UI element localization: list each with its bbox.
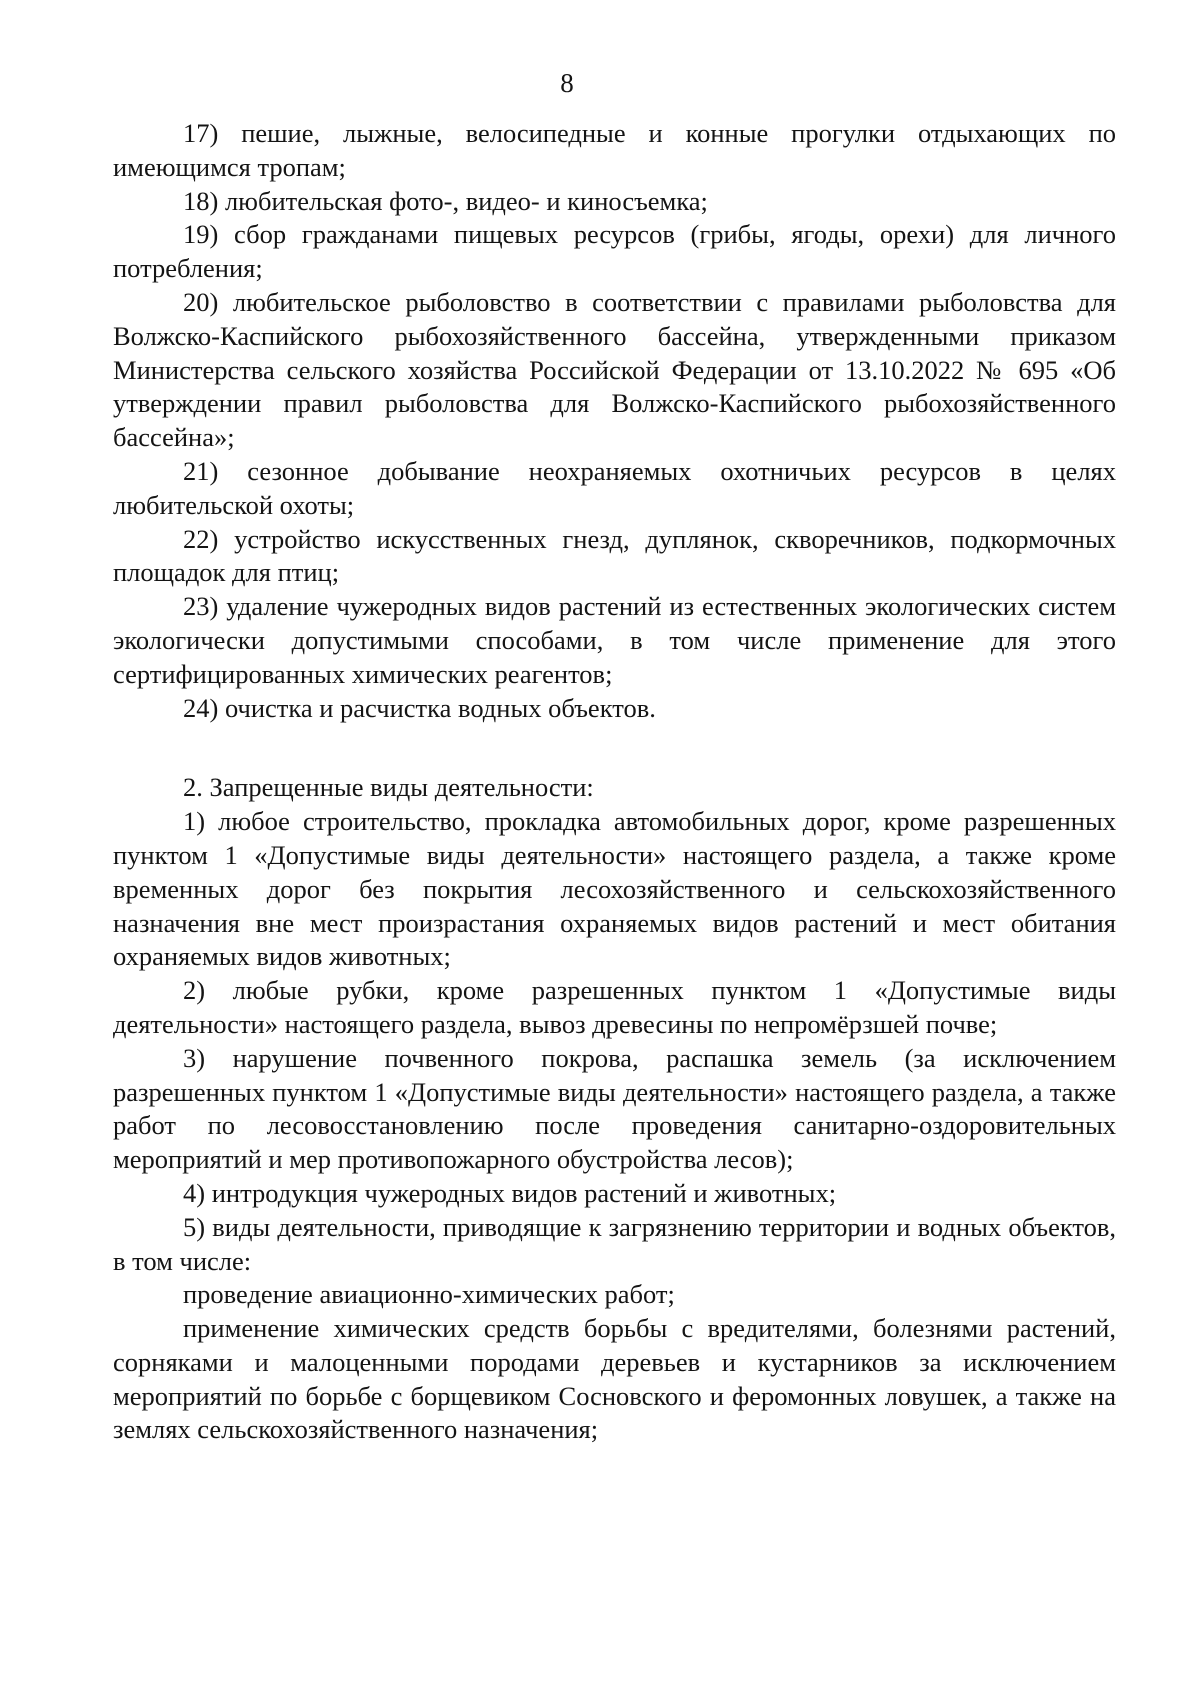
list-item-21: 21) сезонное добывание неохраняемых охотничьих ресурсов в целях любительской охоты; <box>113 455 1116 520</box>
section-heading: 2. Запрещенные виды деятельности: <box>183 772 594 803</box>
prohibited-item-5: 5) виды деятельности, приводящие к загрязнению территории и водных объектов, в том числе: <box>113 1211 1116 1276</box>
prohibited-item-4: 4) интродукция чужеродных видов растений и животных; <box>183 1177 837 1208</box>
list-item-20: 20) любительское рыболовство в соответствии с правилами рыболовства для Волжско-Каспийского рыбохозяйственного бассейна, утвержденными приказом Министерства сельского хозяйства Российской Федерации от 13.10.2022 № 695 «Об утверждении правил рыболовства для Волжско-Каспийского рыбохозяйственного бассейна»; <box>113 286 1116 453</box>
prohibited-item-1: 1) любое строительство, прокладка автомобильных дорог, кроме разрешенных пунктом 1 «Допустимые виды деятельности» настоящего раздела, а также кроме временных дорог без покрытия лесохозяйственного и сельскохозяйственного назначения вне мест произрастания охраняемых видов растений и мест обитания охраняемых видов животных; <box>113 806 1116 972</box>
list-item-24: 24) очистка и расчистка водных объектов. <box>183 692 656 723</box>
prohibited-subitem-chemicals: применение химических средств борьбы с вредителями, болезнями растений, сорняками и малоценными породами деревьев и кустарников за исключением мероприятий по борьбе с борщевиком Сосновского и феромонных ловушек, а также на землях сельскохозяйственного назначения; <box>113 1313 1116 1445</box>
list-item-22: 22) устройство искусственных гнезд, дуплянок, скворечников, подкормочных площадок для птиц; <box>113 523 1116 588</box>
prohibited-subitem-aviation: проведение авиационно-химических работ; <box>183 1279 675 1310</box>
page-number: 8 <box>560 68 574 98</box>
list-item-23: 23) удаление чужеродных видов растений из естественных экологических систем экологически допустимыми способами, в том числе применение для этого сертифицированных химических реагентов; <box>113 591 1116 689</box>
prohibited-item-2: 2) любые рубки, кроме разрешенных пунктом 1 «Допустимые виды деятельности» настоящего раздела, вывоз древесины по непромёрзшей почве; <box>113 975 1116 1039</box>
section-gap <box>113 725 1116 771</box>
list-item-17: 17) пешие, лыжные, велосипедные и конные прогулки отдыхающих по имеющимся тропам; <box>113 118 1116 182</box>
prohibited-item-3: 3) нарушение почвенного покрова, распашка земель (за исключением разрешенных пунктом 1 «Допустимые виды деятельности» настоящего раздела, а также работ по лесовосстановлению после проведения санитарно-оздоровительных мероприятий и мер противопожарного обустройства лесов); <box>113 1042 1116 1175</box>
document-body <box>113 117 1116 1447</box>
list-item-19: 19) сбор гражданами пищевых ресурсов (грибы, ягоды, орехи) для личного потребления; <box>113 219 1116 284</box>
list-item-18: 18) любительская фото-, видео- и киносъемка; <box>183 185 708 216</box>
